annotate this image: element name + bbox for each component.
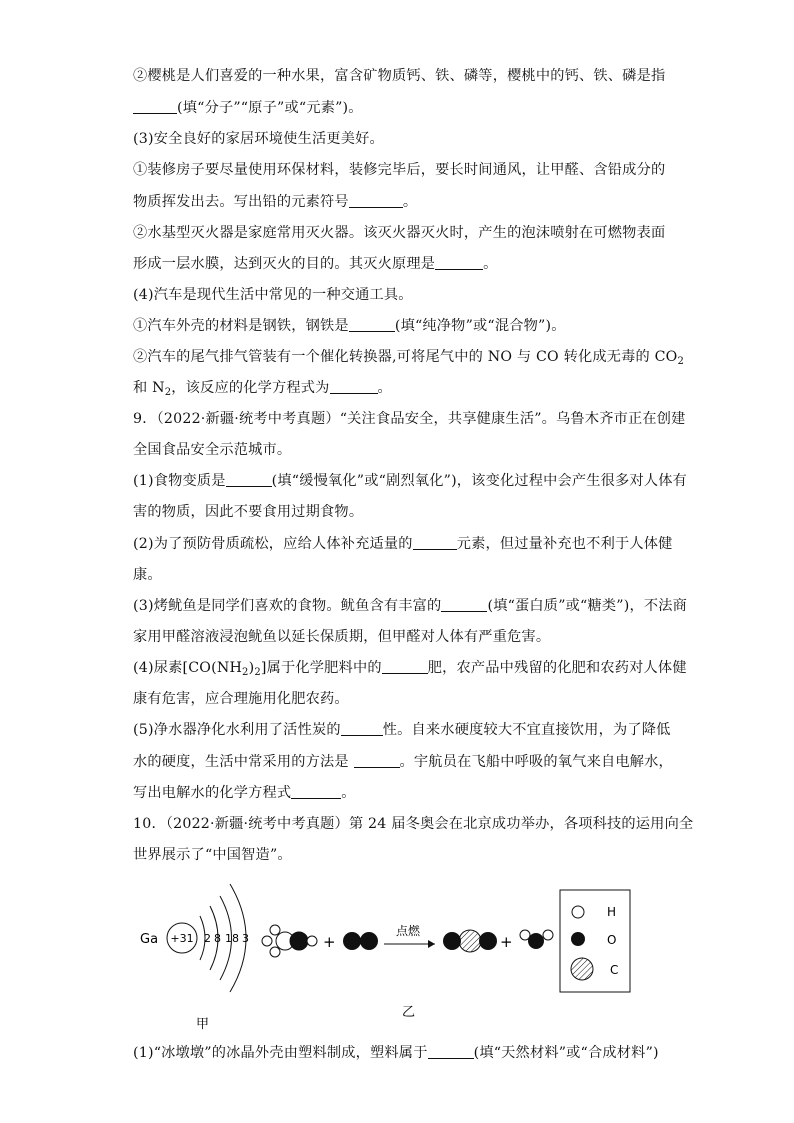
legend-h-atom — [572, 906, 584, 918]
text-line: 全国食品安全示范城市。 — [133, 442, 292, 458]
text-line: 康。 — [133, 567, 162, 583]
answer-blank[interactable] — [341, 721, 383, 736]
text-line: 形成一层水膜，达到灭火的目的。其灭火原理是 。 — [133, 256, 498, 272]
text-line: ②水基型灭火器是家庭常用灭火器。该灭火器灭火时，产生的泡沫喷射在可燃物表面 — [133, 225, 666, 241]
legend-c-label: C — [610, 963, 619, 977]
answer-blank[interactable] — [291, 784, 341, 799]
answer-blank[interactable] — [441, 597, 487, 612]
text-line: ①汽车外壳的材料是钢铁，钢铁是 (填“纯净物”或“混合物”)。 — [133, 318, 566, 334]
chemistry-diagram — [130, 868, 640, 1038]
molecule-co2 — [443, 930, 497, 952]
shell-electrons: 18 — [225, 932, 239, 945]
answer-blank[interactable] — [226, 472, 272, 487]
text-line: ②樱桃是人们喜爱的一种水果，富含矿物质钙、铁、磷等，樱桃中的钙、铁、磷是指 — [133, 68, 666, 84]
text-line: 写出电解水的化学方程式 。 — [133, 785, 356, 801]
molecule-water — [520, 930, 553, 949]
shell-electrons: 2 — [204, 932, 211, 945]
nucleus-charge: +31 — [170, 932, 194, 945]
element-symbol-ga: Ga — [140, 932, 159, 947]
text-line: (5)净水器净化水利用了活性炭的 性。自来水硬度较大不宜直接饮用，为了降低 — [133, 722, 671, 738]
text-line: ②汽车的尾气排气管装有一个催化转换器,可将尾气中的 NO 与 CO 转化成无毒的 $CO_2$ — [133, 349, 685, 367]
molecule-methane — [262, 925, 317, 957]
answer-blank[interactable] — [349, 193, 403, 208]
text-line: (1)食物变质是 (填“缓慢氧化”或“剧烈氧化”)，该变化过程中会产生很多对人体有 — [133, 473, 687, 489]
label-jia: 甲 — [196, 1017, 210, 1032]
text-line: (3)烤鱿鱼是同学们喜欢的食物。鱿鱼含有丰富的 (填“蛋白质”或“糖类”)，不法商 — [133, 598, 687, 614]
arrow-head — [428, 940, 435, 948]
text-line: 害的物质，因此不要食用过期食物。 — [133, 504, 364, 520]
text-line: (3)安全良好的家居环境使生活更美好。 — [133, 131, 384, 147]
answer-blank[interactable] — [133, 99, 177, 114]
shell-electrons: 8 — [214, 932, 221, 945]
legend-c-atom — [571, 958, 593, 980]
arrow-label: 点燃 — [395, 924, 421, 938]
plus-sign: + — [500, 933, 513, 951]
text-line: (2)为了预防骨质疏松，应给人体补充适量的 元素，但过量补充也不利于人体健 — [133, 536, 673, 552]
text-line: (1)“冰墩墩”的冰晶外壳由塑料制成，塑料属于 (填“天然材料”或“合成材料”) — [133, 1045, 659, 1061]
answer-blank[interactable] — [330, 379, 378, 394]
text-line: (4)汽车是现代生活中常见的一种交通工具。 — [133, 287, 413, 303]
text-line: (4)尿素$[CO(NH_2)_2]$属于化学肥料中的 肥，农产品中残留的化肥和农药对人体健 — [133, 660, 687, 678]
answer-blank[interactable] — [354, 753, 400, 768]
text-line: 家用甲醛溶液浸泡鱿鱼以延长保质期，但甲醛对人体有严重危害。 — [133, 629, 551, 645]
legend-o-atom — [571, 932, 585, 946]
shell-electrons: 3 — [242, 932, 249, 945]
answer-blank[interactable] — [435, 255, 483, 270]
answer-blank[interactable] — [413, 535, 457, 550]
plus-sign: + — [323, 933, 336, 951]
answer-blank[interactable] — [428, 1044, 474, 1059]
answer-blank[interactable] — [349, 317, 395, 332]
text-line: 康有危害，应合理施用化肥农药。 — [133, 691, 349, 707]
legend-h-label: H — [607, 905, 617, 919]
text-line: 水的硬度，生活中常采用的方法是 。宇航员在飞船中呼吸的氧气来自电解水， — [133, 754, 673, 770]
text-line: 物质挥发出去。写出铅的元素符号 。 — [133, 194, 418, 210]
label-yi: 乙 — [402, 1005, 416, 1020]
question-9-stem: 9．（2022·新疆·统考中考真题）“关注食品安全，共享健康生活”。乌鲁木齐市正在创建 — [133, 411, 686, 427]
legend-o-label: O — [607, 933, 617, 947]
text-line: 世界展示了“中国智造”。 — [133, 847, 292, 863]
molecule-oxygen — [343, 932, 378, 950]
legend-box — [560, 890, 630, 992]
text-line: ①装修房子要尽量使用环保材料，装修完毕后，要长时间通风，让甲醛、含铅成分的 — [133, 162, 666, 178]
answer-blank[interactable] — [382, 659, 428, 674]
question-10-stem: 10．（2022·新疆·统考中考真题）第 24 届冬奥会在北京成功举办，各项科技的运用向全 — [133, 816, 694, 832]
text-line: 和 $N_2$，该反应的化学方程式为 。 — [133, 380, 392, 398]
text-line: (填“分子”“原子”或“元素”)。 — [133, 98, 363, 118]
